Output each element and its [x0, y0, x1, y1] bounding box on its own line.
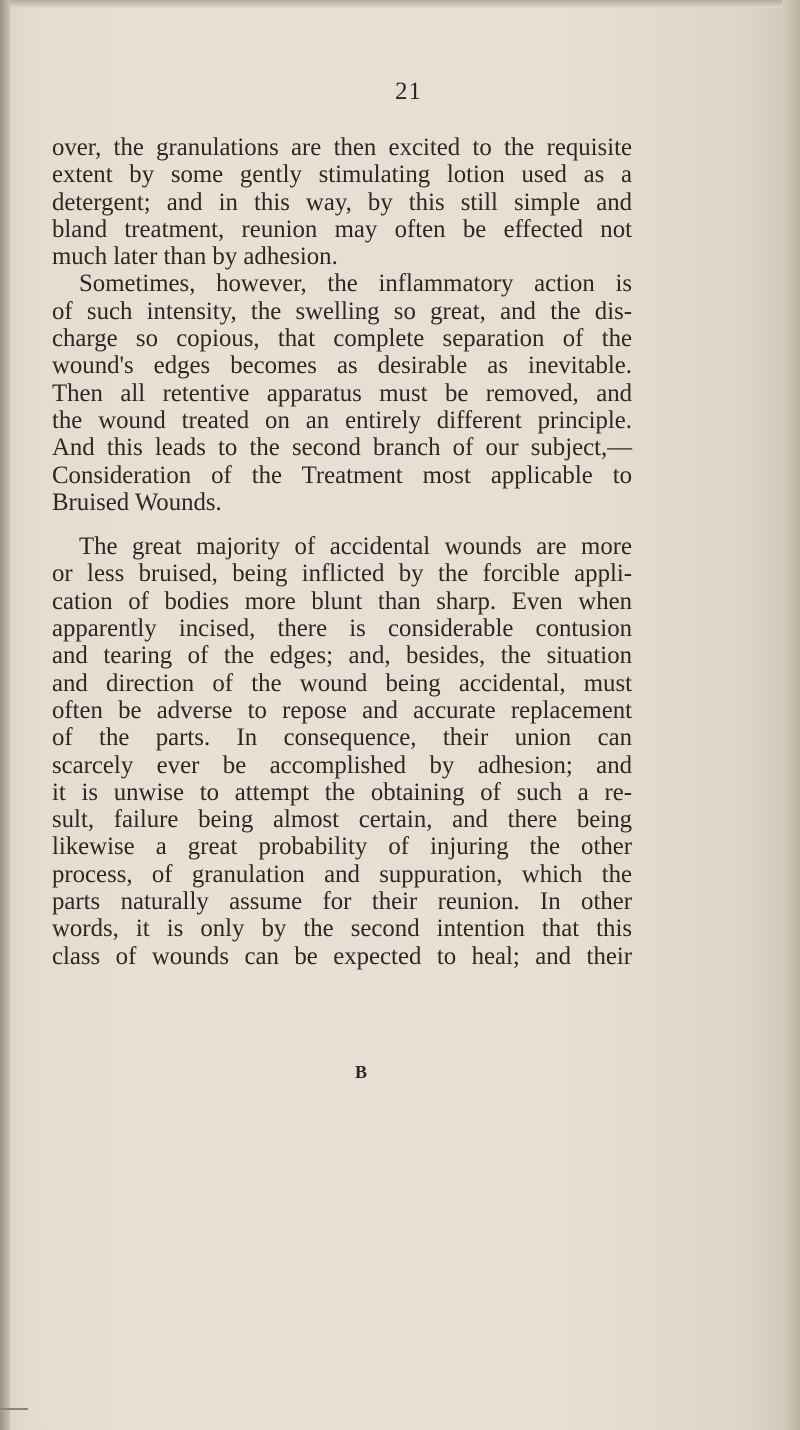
text-line: Consideration of the Treatment most applicable to	[52, 461, 632, 489]
text-line: Then all retentive apparatus must be removed, and	[52, 379, 632, 407]
text-line: detergent; and in this way, by this still simple and	[52, 188, 632, 216]
text-line: much later than by adhesion.	[52, 243, 338, 271]
text-line: the wound treated on an entirely different principle.	[52, 406, 632, 434]
paragraph-gap	[52, 516, 632, 533]
scan-edge-right	[782, 0, 800, 1430]
scan-edge-left	[0, 0, 10, 1430]
text-line: often be adverse to repose and accurate replacement	[52, 696, 632, 724]
text-line: Sometimes, however, the inflammatory action is	[79, 270, 632, 298]
text-line: scarcely ever be accomplished by adhesion; and	[52, 751, 632, 779]
text-line: and direction of the wound being accidental, must	[52, 669, 632, 697]
body-text	[52, 134, 632, 970]
text-line: cation of bodies more blunt than sharp. Even when	[52, 587, 632, 615]
scan-artifact-line	[0, 1408, 28, 1410]
text-line: apparently incised, there is considerable contusion	[52, 615, 632, 643]
page-number: 21	[395, 78, 422, 105]
text-line: bland treatment, reunion may often be effected not	[52, 215, 632, 243]
text-line: likewise a great probability of injuring the other	[52, 833, 632, 861]
text-line: over, the granulations are then excited to the requisite	[52, 134, 632, 161]
text-line: of the parts. In consequence, their union can	[52, 724, 632, 752]
paragraph-1	[52, 134, 632, 270]
text-line: words, it is only by the second intention that this	[52, 915, 632, 943]
text-line: And this leads to the second branch of our subject,—	[52, 434, 632, 462]
text-line: or less bruised, being inflicted by the forcible appli-	[52, 560, 632, 588]
scan-edge-top	[0, 0, 800, 8]
paragraph-3	[52, 533, 632, 970]
text-line: The great majority of accidental wounds are more	[79, 533, 632, 561]
text-line: and tearing of the edges; and, besides, the situation	[52, 642, 632, 670]
text-line: sult, failure being almost certain, and there being	[52, 806, 632, 834]
text-line: of such intensity, the swelling so great, and the dis-	[52, 297, 632, 325]
text-line: it is unwise to attempt the obtaining of such a re-	[52, 778, 632, 806]
text-line: extent by some gently stimulating lotion used as a	[52, 161, 632, 189]
text-line: charge so copious, that complete separation of the	[52, 325, 632, 353]
text-line: Bruised Wounds.	[52, 488, 222, 516]
signature-mark: B	[355, 1062, 368, 1082]
text-line: wound's edges becomes as desirable as inevitable.	[52, 352, 632, 380]
text-line: class of wounds can be expected to heal; and their	[52, 942, 632, 970]
text-line: parts naturally assume for their reunion. In other	[52, 888, 632, 916]
paragraph-2	[52, 270, 632, 516]
text-line: process, of granulation and suppuration, which the	[52, 860, 632, 888]
